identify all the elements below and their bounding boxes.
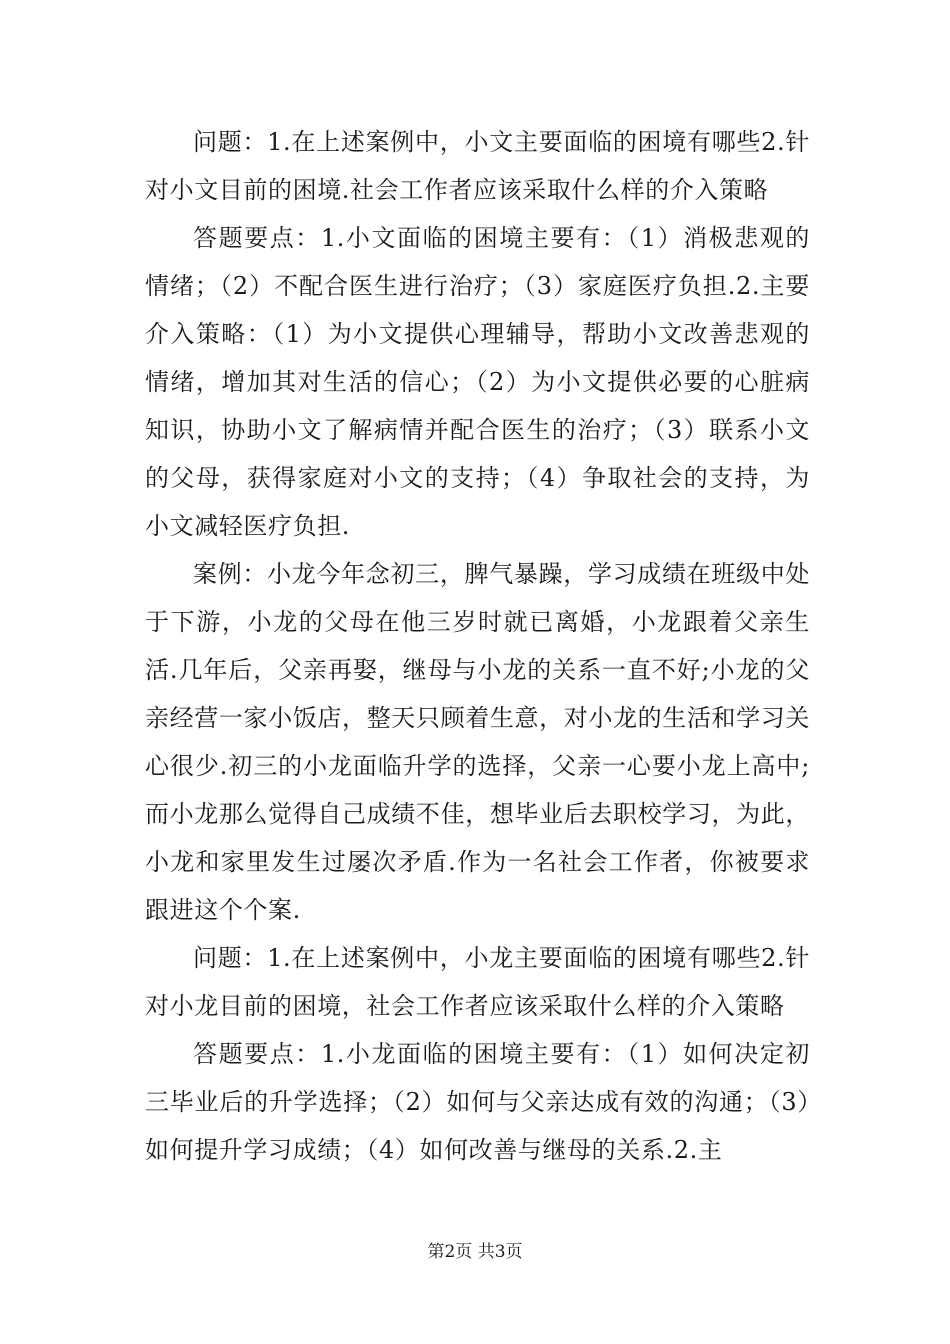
document-body (145, 118, 810, 1174)
question-paragraph-1: 问题：1.在上述案例中，小文主要面临的困境有哪些2.针对小文目前的困境.社会工作者应该采取什么样的介入策略 (145, 128, 810, 204)
question-paragraph-2: 问题：1.在上述案例中，小龙主要面临的困境有哪些2.针对小龙目前的困境，社会工作者应该采取什么样的介入策略 (145, 944, 810, 1020)
answer-paragraph-1: 答题要点：1.小文面临的困境主要有：（1）消极悲观的情绪；（2）不配合医生进行治疗；（3）家庭医疗负担.2.主要介入策略：（1）为小文提供心理辅导，帮助小文改善悲观的情绪，增加其对生活的信心；（2）为小文提供必要的心脏病知识，协助小文了解病情并配合医生的治疗；（3）联系小文的父母，获得家庭对小文的支持；（4）争取社会的支持，为小文减轻医疗负担. (145, 224, 810, 540)
page-footer: 第2页 共3页 (427, 1242, 523, 1262)
answer-paragraph-2: 答题要点：1.小龙面临的困境主要有：（1）如何决定初三毕业后的升学选择；（2）如何与父亲达成有效的沟通；（3）如何提升学习成绩；（4）如何改善与继母的关系.2.主 (145, 1040, 810, 1164)
case-paragraph-2: 案例：小龙今年念初三，脾气暴躁，学习成绩在班级中处于下游，小龙的父母在他三岁时就已离婚，小龙跟着父亲生活.几年后，父亲再娶，继母与小龙的关系一直不好;小龙的父亲经营一家小饭店，整天只顾着生意，对小龙的生活和学习关心很少.初三的小龙面临升学的选择，父亲一心要小龙上高中;而小龙那么觉得自己成绩不佳，想毕业后去职校学习，为此，小龙和家里发生过屡次矛盾.作为一名社会工作者，你被要求跟进这个个案. (145, 560, 810, 924)
